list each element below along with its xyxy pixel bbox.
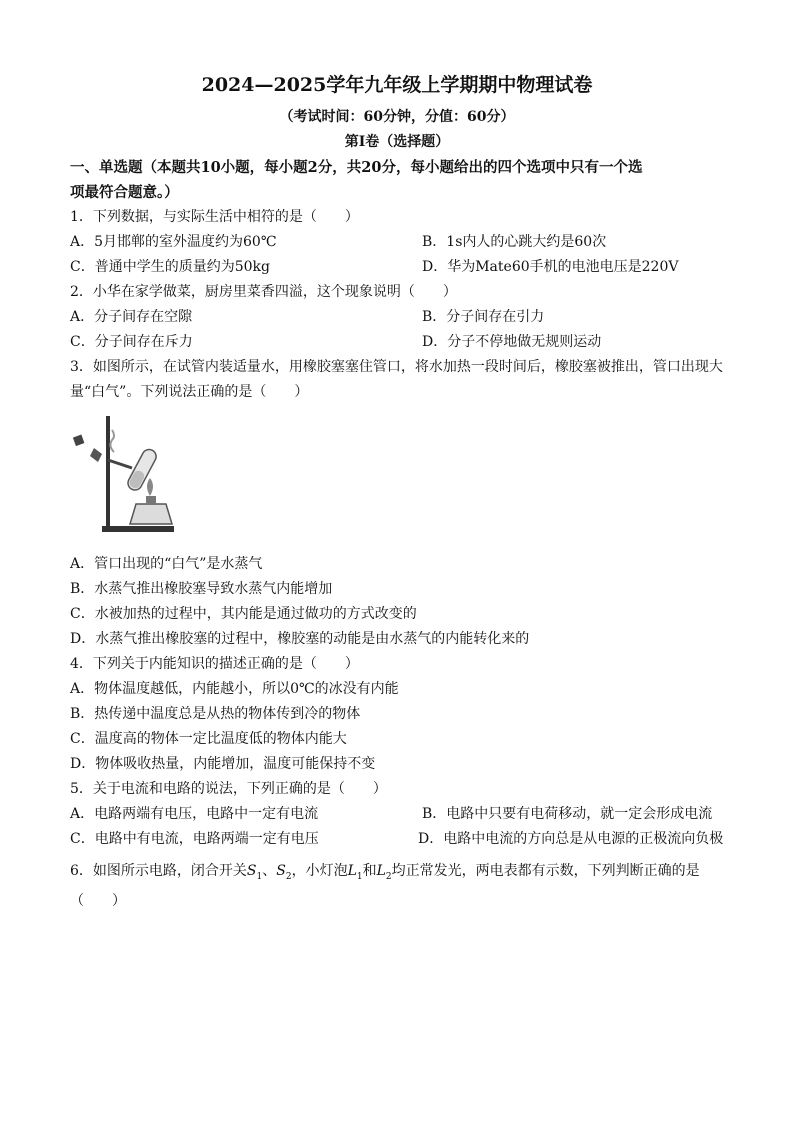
q5-option-d: D．电路中电流的方向总是从电源的正极流向负极 [418, 831, 724, 847]
q5-option-c: C．电路中有电流，电路两端一定有电压 [70, 831, 319, 847]
q2-option-b: B．分子间存在引力 [422, 309, 545, 325]
q5-option-b: B．电路中只要有电荷移动，就一定会形成电流 [422, 806, 713, 822]
q4-option-d: D．物体吸收热量，内能增加，温度可能保持不变 [70, 756, 376, 772]
question-1-stem: 1．下列数据，与实际生活中相符的是（ ） [70, 209, 359, 225]
q1-option-c: C．普通中学生的质量约为50kg [70, 259, 270, 275]
q2-option-c: C．分子间存在斥力 [70, 334, 193, 350]
q4-option-a: A．物体温度越低，内能越小，所以0℃的冰没有内能 [70, 681, 399, 697]
test-tube-apparatus-figure [72, 408, 182, 538]
q1-option-a: A．5月邯郸的室外温度约为60℃ [70, 234, 277, 250]
question-5-stem: 5．关于电流和电路的说法，下列正确的是（ ） [70, 781, 387, 797]
q3-option-c: C．水被加热的过程中，其内能是通过做功的方式改变的 [70, 606, 417, 622]
q4-option-c: C．温度高的物体一定比温度低的物体内能大 [70, 731, 347, 747]
rubber-stopper [73, 435, 85, 447]
part-label: 第Ⅰ卷（选择题） [344, 134, 450, 150]
q3-option-a: A．管口出现的“白气”是水蒸气 [70, 556, 263, 572]
test-tube [126, 447, 159, 492]
alcohol-lamp [130, 504, 172, 524]
q5-option-a: A．电路两端有电压，电路中一定有电流 [70, 806, 319, 822]
section-heading-line2: 项最符合题意。） [70, 184, 179, 201]
q2-option-a: A．分子间存在空隙 [70, 309, 193, 325]
stand-rod [106, 416, 110, 528]
stand-base [102, 526, 174, 532]
question-6-stem-line2: （ ） [70, 893, 126, 909]
exam-info: （考试时间：60分钟，分值：60分） [279, 109, 515, 125]
q4-option-b: B．热传递中温度总是从热的物体传到冷的物体 [70, 706, 361, 722]
question-2-stem: 2．小华在家学做菜，厨房里菜香四溢，这个现象说明（ ） [70, 284, 457, 300]
question-4-stem: 4．下列关于内能知识的描述正确的是（ ） [70, 656, 359, 672]
question-3-stem-line1: 3．如图所示，在试管内装适量水，用橡胶塞塞住管口，将水加热一段时间后，橡胶塞被推出，管口出现大 [70, 359, 723, 375]
section-heading-line1: 一、单选题（本题共10小题，每小题2分，共20分，每小题给出的四个选项中只有一个选 [70, 159, 643, 176]
exam-title: 2024—2025学年九年级上学期期中物理试卷 [201, 74, 593, 96]
q3-option-b: B．水蒸气推出橡胶塞导致水蒸气内能增加 [70, 581, 333, 597]
q2-option-d: D．分子不停地做无规则运动 [422, 334, 602, 350]
question-3-stem-line2: 量“白气”。下列说法正确的是（ ） [70, 384, 309, 400]
q1-option-b: B．1s内人的心跳大约是60次 [422, 234, 607, 250]
q3-option-d: D．水蒸气推出橡胶塞的过程中，橡胶塞的动能是由水蒸气的内能转化来的 [70, 631, 530, 647]
q1-option-d: D．华为Mate60手机的电池电压是220V [422, 259, 679, 275]
question-6-stem: 6．如图所示电路，闭合开关$S_1$、$S_2$，小灯泡$L_1$和$L_2$均正常发光，两电表都有示数，下列判断正确的是 [70, 863, 700, 882]
flame [147, 478, 153, 496]
